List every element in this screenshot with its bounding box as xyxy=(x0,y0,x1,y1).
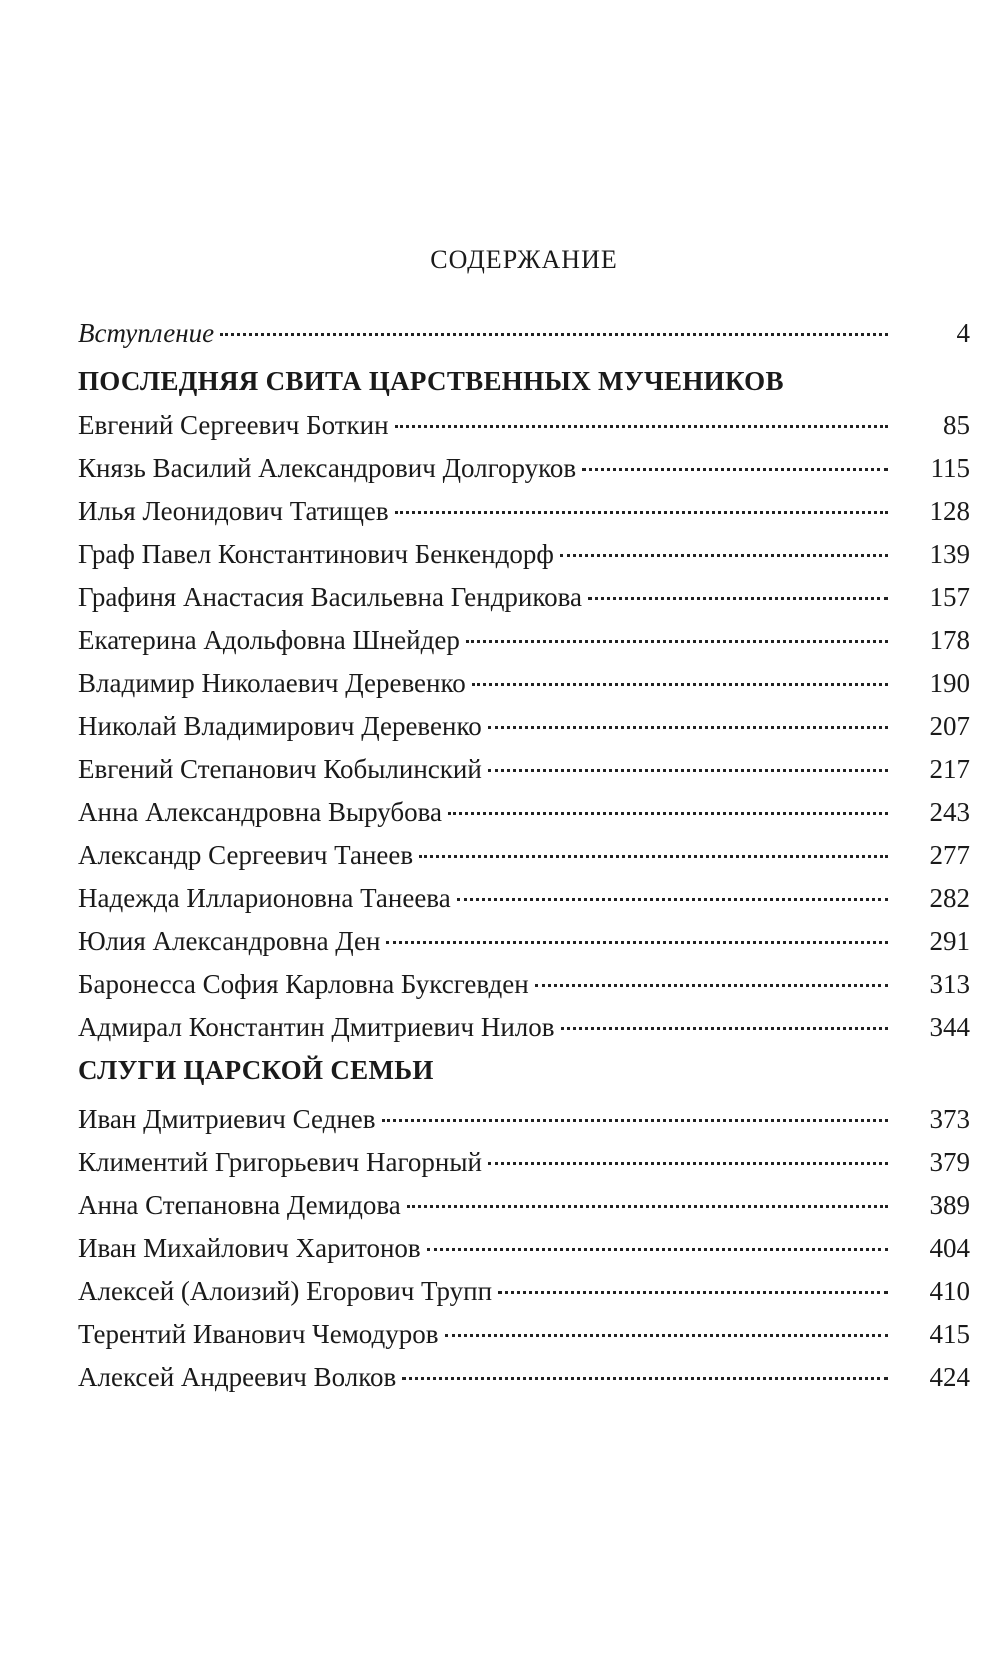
toc-entry-label: Анна Степановна Демидова xyxy=(78,1190,401,1220)
toc-entry[interactable] xyxy=(78,1227,970,1270)
toc-entry-page: 389 xyxy=(929,1190,970,1220)
toc-entry-label: Александр Сергеевич Танеев xyxy=(78,840,414,870)
section-heading-servants: СЛУГИ ЦАРСКОЙ СЕМЬИ xyxy=(78,1055,434,1085)
toc-entry[interactable] xyxy=(78,705,970,748)
dot-leader xyxy=(472,683,888,686)
toc-entry-label: Иван Михайлович Харитонов xyxy=(78,1233,421,1263)
section-list-servants xyxy=(78,1098,970,1399)
toc-entry-page: 424 xyxy=(929,1362,970,1392)
toc-entry-label: Алексей (Алоизий) Егорович Трупп xyxy=(78,1276,493,1306)
toc-entry-label: Евгений Степанович Кобылинский xyxy=(78,754,482,784)
toc-entry-page: 379 xyxy=(929,1147,970,1177)
dot-leader xyxy=(488,1162,888,1165)
toc-entry-page: 157 xyxy=(929,582,970,612)
book-page xyxy=(78,0,970,1667)
toc-entry-page: 291 xyxy=(929,926,970,956)
toc-entry-label: Владимир Николаевич Деревенко xyxy=(78,668,466,698)
dot-leader xyxy=(466,640,888,643)
toc-entry-label: Юлия Александровна Ден xyxy=(78,926,381,956)
dot-leader xyxy=(427,1248,888,1251)
dot-leader xyxy=(498,1291,888,1294)
dot-leader xyxy=(535,984,888,987)
dot-leader xyxy=(220,333,888,336)
toc-entry[interactable] xyxy=(78,1098,970,1141)
toc-entry-page: 207 xyxy=(929,711,970,741)
toc-entry[interactable] xyxy=(78,963,970,1006)
toc-entry-page: 344 xyxy=(929,1012,970,1042)
toc-entry-label: Баронесса София Карловна Буксгевден xyxy=(78,969,529,999)
toc-entry-label: Анна Александровна Вырубова xyxy=(78,797,442,827)
dot-leader xyxy=(386,941,888,944)
toc-entry-page: 115 xyxy=(930,453,970,483)
toc-entry-page: 85 xyxy=(943,410,970,440)
dot-leader xyxy=(395,511,888,514)
dot-leader xyxy=(457,898,888,901)
toc-entry[interactable] xyxy=(78,490,970,533)
section-list-suite xyxy=(78,404,970,1049)
toc-entry[interactable] xyxy=(78,662,970,705)
toc-entry-label: Князь Василий Александрович Долгоруков xyxy=(78,453,577,483)
toc-entry[interactable] xyxy=(78,920,970,963)
toc-entry[interactable] xyxy=(78,404,970,447)
toc-entry-label: Надежда Илларионовна Танеева xyxy=(78,883,451,913)
toc-entry-label: Терентий Иванович Чемодуров xyxy=(78,1319,439,1349)
toc-entry-label: Иван Дмитриевич Седнев xyxy=(78,1104,376,1134)
toc-entry-label: Климентий Григорьевич Нагорный xyxy=(78,1147,482,1177)
toc-entry-page: 282 xyxy=(929,883,970,913)
toc-entry-page: 139 xyxy=(929,539,970,569)
dot-leader xyxy=(445,1334,888,1337)
toc-entry[interactable] xyxy=(78,1141,970,1184)
toc-entry-page: 178 xyxy=(929,625,970,655)
toc-entry[interactable] xyxy=(78,619,970,662)
toc-entry[interactable] xyxy=(78,447,970,490)
toc-entry-page: 373 xyxy=(929,1104,970,1134)
toc-entry-page: 190 xyxy=(929,668,970,698)
toc-entry[interactable] xyxy=(78,576,970,619)
toc-entry-label: Вступление xyxy=(78,318,215,348)
page-title: СОДЕРЖАНИЕ xyxy=(430,245,618,274)
section-heading-suite: ПОСЛЕДНЯЯ СВИТА ЦАРСТВЕННЫХ МУЧЕНИКОВ xyxy=(78,366,784,396)
toc-entry[interactable] xyxy=(78,533,970,576)
dot-leader xyxy=(419,855,888,858)
toc-entry-page: 404 xyxy=(929,1233,970,1263)
dot-leader xyxy=(488,726,888,729)
toc-entry[interactable] xyxy=(78,748,970,791)
dot-leader xyxy=(407,1205,888,1208)
toc-entry-page: 410 xyxy=(929,1276,970,1306)
dot-leader xyxy=(395,425,888,428)
toc-entry-page: 277 xyxy=(929,840,970,870)
dot-leader xyxy=(582,468,888,471)
toc-entry-label: Илья Леонидович Татищев xyxy=(78,496,389,526)
toc-entry[interactable] xyxy=(78,877,970,920)
toc-entry[interactable] xyxy=(78,1313,970,1356)
toc-entry-page: 217 xyxy=(929,754,970,784)
toc-entry[interactable] xyxy=(78,1270,970,1313)
toc-entry-label: Адмирал Константин Дмитриевич Нилов xyxy=(78,1012,555,1042)
toc-entry[interactable] xyxy=(78,834,970,877)
toc-entry[interactable] xyxy=(78,1356,970,1399)
dot-leader xyxy=(448,812,888,815)
dot-leader xyxy=(382,1119,888,1122)
toc-entry-intro[interactable] xyxy=(78,312,970,355)
dot-leader xyxy=(560,554,888,557)
dot-leader xyxy=(588,597,888,600)
toc-entry-page: 4 xyxy=(956,318,970,348)
toc-entry-label: Граф Павел Константинович Бенкендорф xyxy=(78,539,554,569)
toc-entry-label: Евгений Сергеевич Боткин xyxy=(78,410,389,440)
toc-entry[interactable] xyxy=(78,791,970,834)
toc-entry-label: Екатерина Адольфовна Шнейдер xyxy=(78,625,460,655)
dot-leader xyxy=(561,1027,888,1030)
toc-entry-page: 243 xyxy=(929,797,970,827)
toc-entry[interactable] xyxy=(78,1184,970,1227)
toc-entry-label: Николай Владимирович Деревенко xyxy=(78,711,482,741)
dot-leader xyxy=(402,1377,888,1380)
toc-entry-label: Графиня Анастасия Васильевна Гендрикова xyxy=(78,582,583,612)
toc-entry-page: 415 xyxy=(929,1319,970,1349)
dot-leader xyxy=(488,769,888,772)
toc-entry[interactable] xyxy=(78,1006,970,1049)
toc-entry-label: Алексей Андреевич Волков xyxy=(78,1362,397,1392)
toc-entry-page: 313 xyxy=(929,969,970,999)
toc-entry-page: 128 xyxy=(929,496,970,526)
